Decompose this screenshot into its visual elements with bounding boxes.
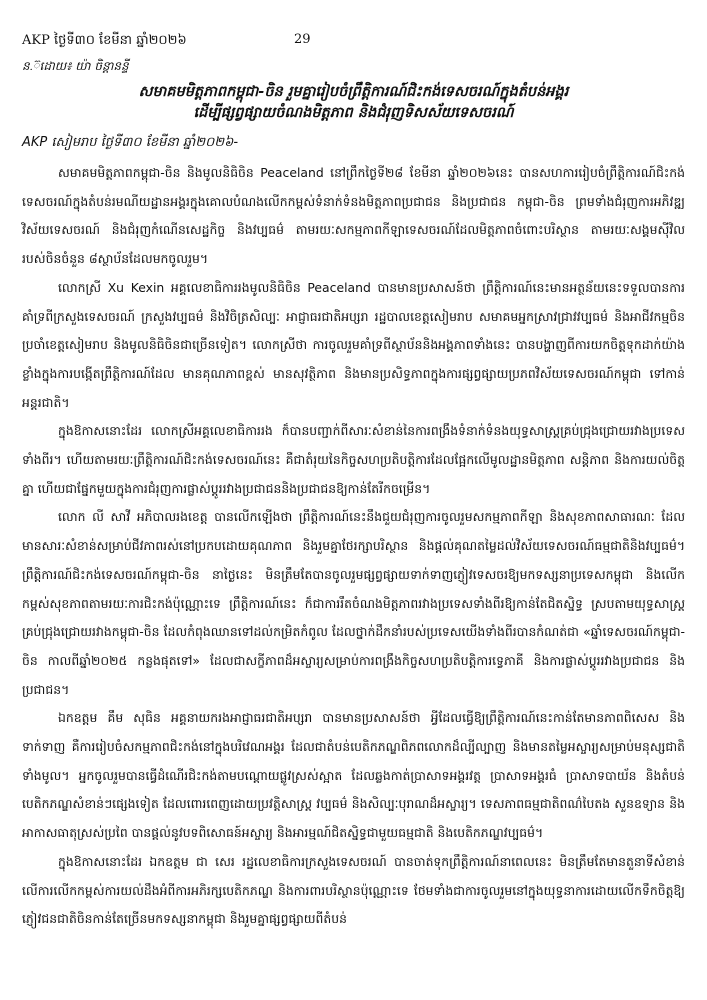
headline-line-2: ដើម្បីផ្សព្វផ្សាយចំណងមិត្តភាព និងជំរុញទិសស័យទេសចរណ៍ bbox=[193, 105, 514, 121]
dateline: AKP សៀមរាប ថ្ងៃទី៣០ ខែមីនា ឆ្នាំ២០២៦- bbox=[22, 135, 239, 150]
article-headline bbox=[22, 82, 685, 124]
article-paragraph-1: សមាគមមិត្តភាពកម្ពុជា-ចិន និងមូលនិធិចិន Peaceland នៅព្រឹកថ្ងៃទី២៨ ខែមីនា ឆ្នាំ២០២៦នេះ បានសហការរៀបចំព្រឹត្តិការណ៍ជិះកង់ទេសចរណ៍ក្នុងតំបន់រមណីយដ្ឋានអង្គរក្នុងគោលបំណងលើកកម្ពស់ទំនាក់ទំនងមិត្តភាពប្រជាជន និងប្រជាជន កម្ពុជា-ចិន ព្រមទាំងជំរុញការអភិវឌ្ឍវិស័យទេសចរណ៍ និងជំរុញកំណើនសេដ្ឋកិច្ច និងវប្បធម៌ តាមរយៈសកម្មភាពកីឡាទេសចរណ៍ដែលមិត្តភាពចំពោះបរិស្ថាន តាមរយៈសង្គមស៊ីវិលរបស់ចិនចំនួន ៨ស្ថាប័នដែលមកចូលរួម។ bbox=[22, 165, 685, 267]
article-body bbox=[22, 159, 685, 934]
article-paragraph-4: លោក លី សាវី អភិបាលរងខេត្ត បានលើកឡើងថា ព្រឹត្តិការណ៍នេះនឹងជួយជំរុញការចូលរួមសកម្មភាពកីឡា និងសុខភាពសាធារណៈ ដែលមានសារៈសំខាន់សម្រាប់ជីវភាពរស់នៅប្រកបដោយគុណភាព និងរួមគ្នាថែរក្សាបរិស្ថាន និងផ្តល់គុណតម្លៃដល់វិស័យទេសចរណ៍ធម្មជាតិនិងវប្បធម៌។ ព្រឹត្តិការណ៍ជិះកង់ទេសចរណ៍កម្ពុជា-ចិន នាថ្ងៃនេះ មិនត្រឹមតែបានចូលរួមផ្សព្វផ្សាយទាក់ទាញភ្ញៀវទេសចរឱ្យមកទស្សនាប្រទេសកម្ពុជា និងលើកកម្ពស់សុខភាពតាមរយៈការជិះកង់ប៉ុណ្ណោះទេ ព្រឹត្តិការណ៍នេះ ក៏ជាការរឹតចំណងមិត្តភាពរវាងប្រទេសទាំងពីរឱ្យកាន់តែជិតស្និទ្ធ ស្របតាមយុទ្ធសាស្ត្រគ្រប់ជ្រុងជ្រោយរវាងកម្ពុជា-ចិន ដែលកំពុងឈានទៅដល់កម្រិតកំពូល ដែលថ្នាក់ដឹកនាំរបស់ប្រទេសយើងទាំងពីរបានកំណត់ជា «ឆ្នាំទេសចរណ៍កម្ពុជា-ចិន កាលពីឆ្នាំ២០២៥ កន្លងផុតទៅ» ដែលជាសក្ខីភាពដ៏អស្ចារ្យសម្រាប់ការពង្រឹងកិច្ចសហប្រតិបត្តិការទ្វេភាគី និងការផ្លាស់ប្តូររវាងប្រជាជន និងប្រជាជន។ bbox=[22, 509, 685, 697]
page-header bbox=[22, 32, 685, 54]
page-number: 29 bbox=[294, 32, 311, 47]
byline: ន.៊ដោយ៖ យ៉ា ចិន្តានន្ទី bbox=[22, 59, 129, 73]
headline-line-1: សមាគមមិត្តភាពកម្ពុជា-ចិន រួមគ្នារៀបចំព្រឹត្តិការណ៍ជិះកង់ទេសចរណ៍ក្នុងតំបន់អង្គរ bbox=[138, 84, 569, 100]
publication-date-header: AKP ថ្ងៃទី៣០ ខែមីនា ឆ្នាំ២០២៦ bbox=[22, 33, 187, 48]
article-paragraph-3: ក្នុងឱកាសនោះដែរ លោកស្រីអគ្គលេខាធិការរង ក៏បានបញ្ជាក់ពីសារៈសំខាន់នៃការពង្រឹងទំនាក់ទំនងយុទ្ធសាស្ត្រគ្រប់ជ្រុងជ្រោយរវាងប្រទេសទាំងពីរ។ ហើយតាមរយៈព្រឹត្តិការណ៍ជិះកង់ទេសចរណ៍នេះ គឺជាតំរុយនៃកិច្ចសហប្រតិបត្តិការដែលផ្អែកលើមូលដ្ឋានមិត្តភាព សន្តិភាព និងការយល់ចិត្តគ្នា ហើយជាផ្នែកមួយក្នុងការជំរុញការផ្លាស់ប្តូររវាងប្រជាជននិងប្រជាជនឱ្យកាន់តែរីកចម្រើន។ bbox=[22, 423, 685, 496]
article-paragraph-2: លោកស្រី Xu Kexin អគ្គលេខាធិការរងមូលនិធិចិន Peaceland បានមានប្រសាសន៍ថា ព្រឹត្តិការណ៍នេះមានអត្ថន័យនេះទទួលបានការគាំទ្រពីក្រសួងទេសចរណ៍ ក្រសួងវប្បធម៌ និងវិចិត្រសិល្បៈ អាជ្ញាធរជាតិអប្សរា រដ្ឋបាលខេត្តសៀមរាប សមាគមអ្នកស្រាវជ្រាវវប្បធម៌ និងអាជីវកម្មចិនប្រចាំខេត្តសៀមរាប និងមូលនិធិចិនជាច្រើនទៀត។ លោកស្រីថា ការចូលរួមគាំទ្រពីស្ថាប័ននិងអង្គភាពទាំងនេះ បានបង្ហាញពីការយកចិត្តទុកដាក់យ៉ាងខ្លាំងក្នុងការបង្កើតព្រឹត្តិការណ៍ដែល មានគុណភាពខ្ពស់ មានសុវត្ថិភាព និងមានប្រសិទ្ធភាពក្នុងការផ្សព្វផ្សាយប្រភពវិស័យទេសចរណ៍កម្ពុជា ទៅកាន់អន្តរជាតិ។ bbox=[22, 279, 685, 410]
article-paragraph-6: ក្នុងឱកាសនោះដែរ ឯកឧត្តម ជា សេរ រដ្ឋលេខាធិការក្រសួងទេសចរណ៍ បានចាត់ទុកព្រឹត្តិការណ៍នាពេលនេះ មិនត្រឹមតែមានតួនាទីសំខាន់លើការលើកកម្ពស់ការយល់ដឹងអំពីការអភិរក្សបេតិកភណ្ឌ និងការពារបរិស្ថានប៉ុណ្ណោះទេ ថែមទាំងជាការចូលរួមនៅក្នុងយុទ្ធនាការដោយលើកទឹកចិត្តឱ្យភ្ញៀវជនជាតិចិនកាន់តែច្រើនមកទស្សនាកម្ពុជា និងរួមគ្នាផ្សព្វផ្សាយពីតំបន់ bbox=[22, 853, 685, 927]
article-paragraph-5: ឯកឧត្តម គឹម សុធិន អគ្គនាយករងអាជ្ញាធរជាតិអប្សរា បានមានប្រសាសន៍ថា អ្វីដែលធ្វើឱ្យព្រឹត្តិការណ៍នេះកាន់តែមានភាពពិសេស និងទាក់ទាញ គឺការរៀបចំសកម្មភាពជិះកង់នៅក្នុងបរិវេណអង្គរ ដែលជាតំបន់បេតិកភណ្ឌពិភពលោកដ៏ល្បីល្បាញ និងមានតម្លៃអស្ចារ្យសម្រាប់មនុស្សជាតិទាំងមូល។ អ្នកចូលរួមបានធ្វើដំណើរជិះកង់តាមបណ្តោយផ្លូវស្រស់ស្អាត ដែលឆ្លងកាត់ប្រាសាទអង្គរវត្ត ប្រាសាទអង្គរធំ ប្រាសាទបាយ័ន និងតំបន់បេតិកភណ្ឌសំខាន់ៗផ្សេងទៀត ដែលពោរពេញដោយប្រវត្តិសាស្ត្រ វប្បធម៌ និងសិល្បៈបុរាណដ៏អស្ចារ្យ។ ទេសភាពធម្មជាតិពណ៌បៃតង សួនឧទ្យាន និងអាកាសធាតុស្រស់ប្រពៃ បានផ្តល់នូវបទពិសោធន៍អស្ចារ្យ និងអារម្មណ៍ជិតស្និទ្ធជាមួយធម្មជាតិ និងបេតិកភណ្ឌវប្បធម៌។ bbox=[22, 710, 685, 841]
